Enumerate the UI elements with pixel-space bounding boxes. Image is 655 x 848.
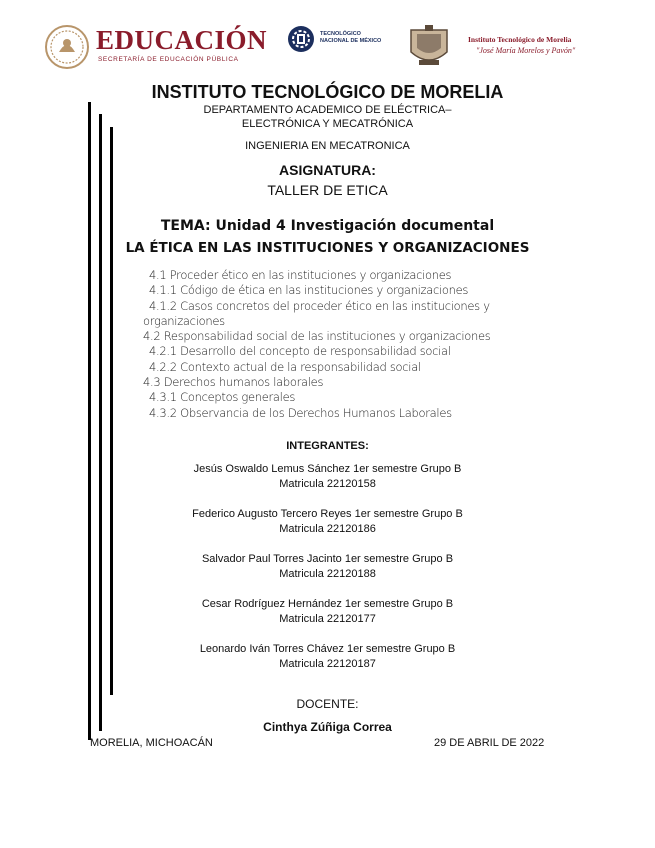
member-matricula: Matricula 22120186: [279, 523, 376, 535]
teacher-label: DOCENTE:: [296, 697, 359, 711]
tecnm-line-2: NACIONAL DE MÉXICO: [320, 38, 382, 44]
member-entry: [140, 597, 515, 642]
toc-item: 4.3.2 Observancia de los Derechos Humanos Laborales: [149, 405, 452, 420]
decorative-bar-3: [110, 127, 113, 695]
member-matricula: Matricula 22120187: [279, 658, 376, 670]
sep-subtitle: SECRETARÍA DE EDUCACIÓN PÚBLICA: [98, 56, 239, 63]
toc-item: 4.1.2 Casos concretos del proceder ético en las instituciones y: [149, 298, 490, 313]
member-matricula: Matricula 22120188: [279, 568, 376, 580]
member-name: Jesús Oswaldo Lemus Sánchez 1er semestre Grupo B: [193, 463, 462, 475]
itm-name: Instituto Tecnológico de Morelia: [468, 35, 572, 44]
topic-title: LA ÉTICA EN LAS INSTITUCIONES Y ORGANIZACIONES: [125, 240, 530, 256]
member-matricula: Matricula 22120158: [279, 478, 376, 490]
toc-item: 4.2.1 Desarrollo del concepto de responsabilidad social: [149, 344, 451, 359]
subject: TALLER DE ETICA: [267, 182, 388, 198]
teacher-name: Cinthya Zúñiga Correa: [263, 720, 392, 734]
toc-item: organizaciones: [143, 313, 225, 328]
toc-item: 4.1 Proceder ético en las instituciones y organizaciones: [149, 268, 452, 282]
department-line-2: ELECTRÓNICA Y MECATRÓNICA: [241, 118, 414, 130]
institute-title: INSTITUTO TECNOLÓGICO DE MORELIA: [151, 82, 504, 102]
member-entry: [140, 552, 515, 597]
contents-list: [143, 268, 513, 421]
toc-item: 4.2 Responsabilidad social de las instituciones y organizaciones: [143, 329, 491, 344]
member-name: Cesar Rodríguez Hernández 1er semestre Grupo B: [201, 598, 454, 610]
sep-seal-logo: [44, 24, 90, 70]
member-name: Federico Augusto Tercero Reyes 1er semestre Grupo B: [192, 508, 463, 520]
sep-title: EDUCACIÓN: [96, 25, 268, 55]
itm-emblem-logo: [405, 22, 453, 68]
topic: TEMA: Unidad 4 Investigación documental: [160, 218, 495, 234]
department: [0, 103, 655, 131]
member-entry: [140, 462, 515, 507]
toc-item: 4.3.1 Conceptos generales: [149, 390, 296, 405]
toc-item: 4.3 Derechos humanos laborales: [143, 375, 324, 390]
member-entry: [140, 642, 515, 687]
member-entry: [140, 507, 515, 552]
decorative-bar-2: [99, 114, 102, 731]
department-line-1: DEPARTAMENTO ACADEMICO DE ELÉCTRICA–: [203, 104, 452, 116]
member-name: Salvador Paul Torres Jacinto 1er semestre Grupo B: [201, 553, 454, 565]
member-matricula: Matricula 22120177: [279, 613, 376, 625]
members-list: [140, 462, 515, 687]
career: INGENIERIA EN MECATRONICA: [245, 140, 410, 152]
toc-item: 4.2.2 Contexto actual de la responsabilidad social: [149, 359, 421, 374]
members-label: INTEGRANTES:: [286, 440, 369, 452]
footer-place: MORELIA, MICHOACÁN: [90, 737, 213, 749]
toc-item: 4.1.1 Código de ética en las instituciones y organizaciones: [149, 283, 469, 298]
itm-motto: "José María Morelos y Pavón": [476, 46, 576, 55]
tecnm-text: [320, 31, 381, 45]
footer-date: 29 DE ABRIL DE 2022: [434, 737, 545, 749]
tecnm-line-1: TECNOLÓGICO: [320, 31, 361, 37]
member-name: Leonardo Iván Torres Chávez 1er semestre Grupo B: [199, 643, 456, 655]
tecnm-logo: [286, 22, 316, 60]
subject-label: ASIGNATURA:: [279, 162, 376, 178]
